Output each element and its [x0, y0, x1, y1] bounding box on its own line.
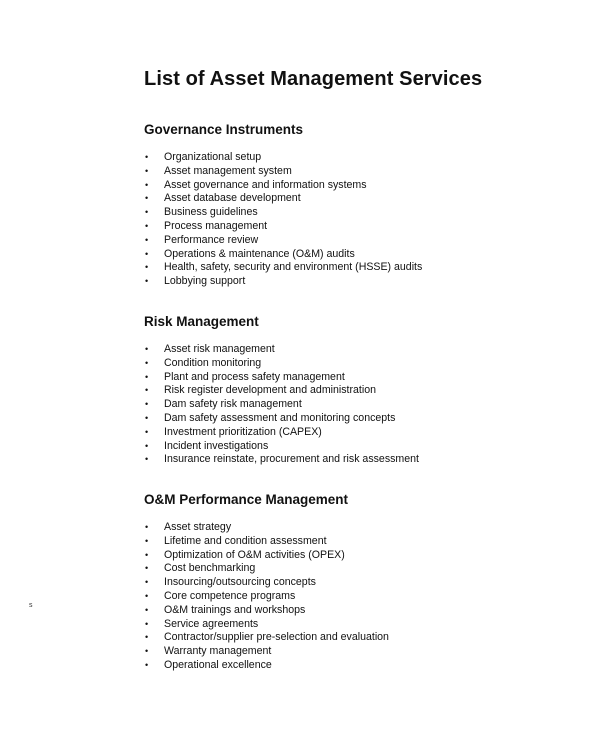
list-item: • Risk register development and administration: [145, 384, 376, 397]
list-item: • Investment prioritization (CAPEX): [145, 425, 322, 438]
section-heading: O&M Performance Management: [144, 492, 349, 507]
list-item: • Health, safety, security and environment (HSSE) audits: [145, 261, 423, 274]
bullet-icon: •: [145, 659, 149, 670]
list-item: • Lobbying support: [145, 275, 246, 288]
list-item: • Business guidelines: [145, 206, 258, 219]
list-item: • Service agreements: [145, 617, 259, 630]
bullet-list: [144, 343, 574, 467]
list-item: • Operations & maintenance (O&M) audits: [145, 247, 355, 260]
section-heading: Governance Instruments: [144, 122, 304, 137]
list-item: • Asset risk management: [145, 343, 275, 355]
bullet-icon: •: [145, 563, 149, 574]
list-item: • Insurance reinstate, procurement and risk assessment: [145, 453, 419, 466]
bullet-icon: •: [145, 590, 149, 601]
bullet-icon: •: [145, 193, 149, 204]
bullet-list: [144, 151, 574, 289]
bullet-icon: •: [145, 152, 149, 162]
bullet-icon: •: [145, 165, 149, 176]
bullet-icon: •: [145, 248, 149, 259]
bullet-icon: •: [145, 371, 149, 382]
bullet-icon: •: [145, 632, 149, 643]
bullet-icon: •: [145, 549, 149, 560]
section-heading: Risk Management: [144, 314, 259, 329]
margin-mark: s: [29, 602, 33, 609]
list-item: • Lifetime and condition assessment: [145, 534, 327, 547]
list-item: • Dam safety assessment and monitoring concepts: [145, 411, 396, 424]
list-item: • Optimization of O&M activities (OPEX): [145, 548, 345, 561]
bullet-icon: •: [145, 604, 149, 615]
bullet-icon: •: [145, 412, 149, 423]
bullet-icon: •: [145, 207, 149, 218]
list-item: • Process management: [145, 219, 268, 232]
list-item: • Asset strategy: [145, 521, 232, 533]
list-item: • Contractor/supplier pre-selection and evaluation: [145, 631, 389, 644]
list-item: • Asset governance and information systems: [145, 178, 367, 191]
list-item: • Warranty management: [145, 645, 272, 658]
list-item: • Organizational setup: [145, 151, 262, 163]
section-risk-management: [144, 314, 574, 467]
list-item: • Condition monitoring: [145, 356, 262, 369]
bullet-icon: •: [145, 262, 149, 273]
bullet-icon: •: [145, 535, 149, 546]
list-item: • Operational excellence: [145, 658, 272, 671]
bullet-icon: •: [145, 426, 149, 437]
bullet-icon: •: [145, 357, 149, 368]
bullet-icon: •: [145, 385, 149, 396]
bullet-icon: •: [145, 646, 149, 657]
bullet-icon: •: [145, 522, 149, 532]
bullet-icon: •: [145, 234, 149, 245]
bullet-icon: •: [145, 220, 149, 231]
list-item: • Insourcing/outsourcing concepts: [145, 576, 316, 589]
section-om-performance-management: [144, 492, 574, 673]
bullet-icon: •: [145, 344, 149, 354]
list-item: • Asset database development: [145, 192, 301, 205]
list-item: • Core competence programs: [145, 589, 296, 602]
page-title: List of Asset Management Services: [144, 68, 483, 90]
bullet-icon: •: [145, 440, 149, 451]
bullet-icon: •: [145, 276, 149, 287]
bullet-icon: •: [145, 179, 149, 190]
bullet-icon: •: [145, 618, 149, 629]
bullet-icon: •: [145, 454, 149, 465]
list-item: • O&M trainings and workshops: [145, 603, 306, 616]
section-governance-instruments: [144, 122, 574, 289]
bullet-icon: •: [145, 577, 149, 588]
list-item: • Incident investigations: [145, 439, 269, 452]
list-item: • Cost benchmarking: [145, 562, 256, 575]
list-item: • Performance review: [145, 233, 259, 246]
bullet-list: [144, 521, 574, 673]
bullet-icon: •: [145, 399, 149, 410]
list-item: • Dam safety risk management: [145, 398, 302, 411]
list-item: • Plant and process safety management: [145, 370, 345, 383]
list-item: • Asset management system: [145, 164, 292, 177]
